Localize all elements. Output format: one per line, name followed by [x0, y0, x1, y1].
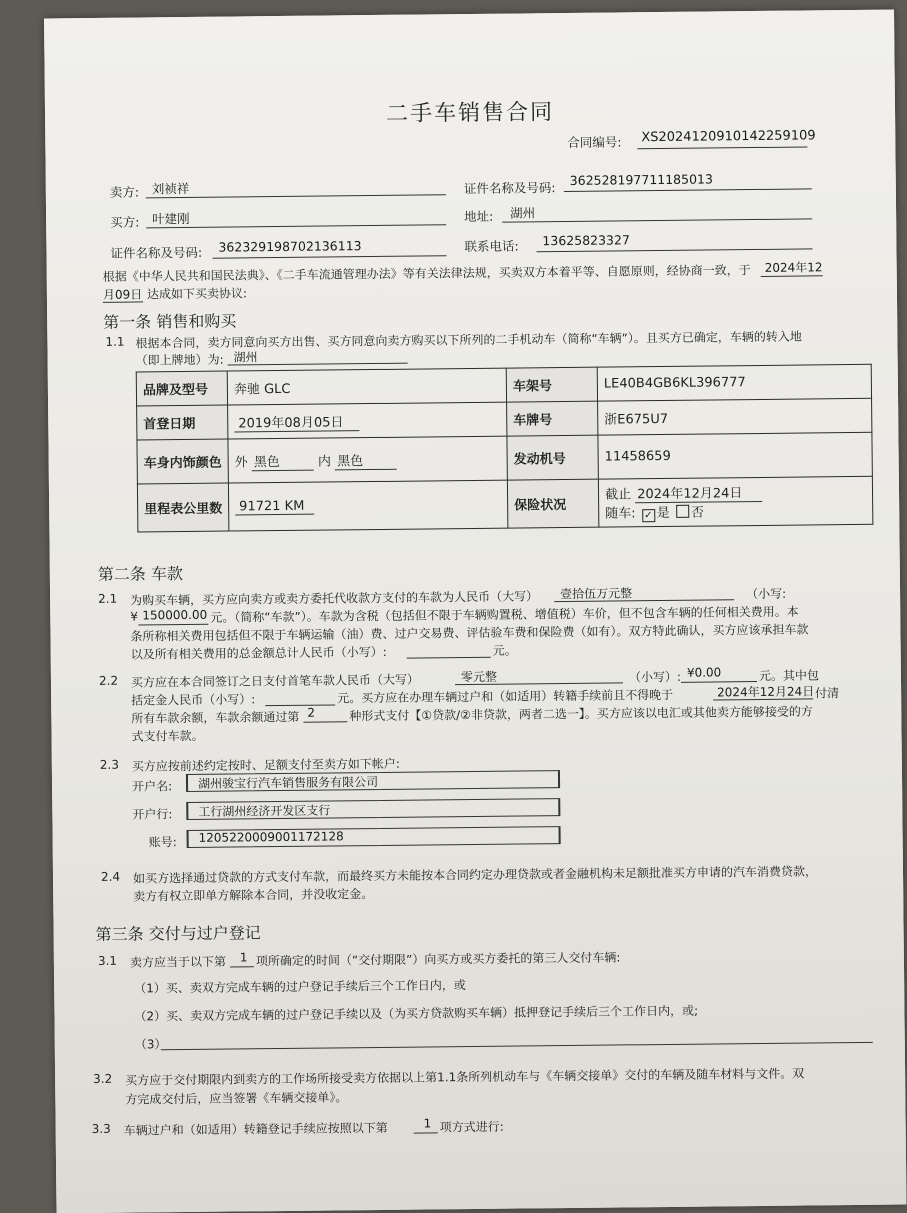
clause-2-2-line2c: 付清	[815, 686, 840, 701]
clause-2-2-line1-end: 元。其中包	[758, 668, 820, 683]
clause-3-3-num: 3.3	[91, 1121, 111, 1137]
vehicle-table	[136, 364, 874, 533]
with-car-label: 随车:	[605, 506, 636, 522]
buyer-phone-label: 联系电话:	[464, 238, 519, 255]
no-label: 否	[690, 505, 705, 521]
engine-value: 11458659	[598, 432, 872, 479]
clause-2-4-num: 2.4	[100, 869, 121, 884]
mileage-label: 里程表公里数	[137, 483, 228, 532]
price-upper: 壹拾伍万元整	[560, 586, 633, 602]
clause-2-1-line4-end: 元。	[492, 643, 517, 658]
clause-1-1-num: 1.1	[105, 334, 125, 349]
payoff-date: 2024年12月24日	[717, 684, 815, 700]
engine-label: 发动机号	[507, 435, 598, 480]
delivery-choice: 1	[239, 950, 248, 965]
delivery-option-3: （3）	[134, 1037, 167, 1052]
clause-3-1-line1a: 卖方应当于以下第	[129, 954, 226, 970]
transfer-method-underline	[414, 1132, 438, 1133]
no-checkbox	[676, 505, 689, 518]
price-small-label: （小写:	[746, 586, 787, 602]
payoff-date-underline	[713, 698, 813, 700]
clause-2-3-num: 2.3	[99, 757, 120, 772]
price-amount: 150000.00	[142, 607, 208, 623]
int-color-label: 内	[317, 454, 332, 470]
insurance-until-label: 截止	[604, 487, 632, 503]
plate-label: 车牌号	[507, 401, 598, 436]
ext-color-value: 黑色	[252, 455, 314, 472]
clause-2-4-line2: 卖方有权立即单方解除本合同，并没收定金。	[133, 887, 374, 904]
payment-method-choice: 2	[307, 705, 316, 720]
delivery-option-1: （1）买、卖双方完成车辆的过户登记手续后三个工作日内，或	[134, 978, 466, 996]
clause-3-2-line1: 买方应于交付期限内到卖方的工作场所接受卖方依据以上第1.1条所列机动车与《车辆交接单》交付的车辆及随车材料与文件。双	[125, 1066, 805, 1088]
clause-2-1-line3: 条所称相关费用包括但不限于车辆运输（油）费、过户交易费、评估验车费和保险费（如有）。双方特此确认，买方应该承担车款	[130, 622, 809, 644]
buyer-addr: 湖州	[510, 205, 536, 221]
vin-value: LE40B4GB6KL396777	[597, 364, 871, 401]
mileage-cell	[228, 480, 507, 531]
buyer-name-underline	[146, 224, 446, 228]
seller-id-underline	[564, 188, 812, 192]
article1-heading: 第一条 销售和购买	[103, 311, 237, 332]
seller-name-underline	[146, 194, 446, 198]
clause-2-2-num: 2.2	[98, 673, 119, 688]
clause-2-1-line4: 以及所有相关费用的总金额总计人民币（小写）:	[130, 644, 387, 662]
reg-date-label: 首登日期	[137, 405, 228, 440]
clause-2-2-line3a: 所有车款余额，车款余额通过第	[131, 709, 300, 726]
payment-method-underline	[303, 721, 347, 722]
clause-3-3-line1b: 项方式进行:	[439, 1119, 504, 1135]
insurance-label: 保险状况	[507, 479, 598, 528]
intro-date2: 月09日	[102, 287, 143, 302]
seller-label: 卖方:	[109, 184, 140, 200]
buyer-id-underline	[213, 255, 447, 258]
delivery-choice-underline	[230, 966, 254, 967]
deposit-underline	[265, 704, 335, 706]
buyer-phone-underline	[536, 248, 812, 252]
transfer-place: 湖州	[233, 350, 258, 365]
page-title: 二手车销售合同	[385, 100, 555, 127]
seller-id: 362528197711185013	[569, 171, 713, 188]
int-color-value: 黑色	[335, 454, 397, 471]
down-payment-amount: ¥0.00	[686, 665, 722, 680]
plate-value: 浙E675U7	[598, 398, 872, 435]
seller-id-label: 证件名称及号码:	[463, 180, 556, 197]
account-no: 1205220009001172128	[198, 829, 344, 845]
color-cell	[228, 436, 507, 483]
clause-3-3-line1a: 车辆过户和（如适用）转籍登记手续应按照以下第	[123, 1120, 388, 1138]
delivery-option-2: （2）买、卖双方完成车辆的过户登记手续以及（为买方贷款购买车辆）抵押登记手续后三个工作日内，或;	[134, 1003, 699, 1024]
clause-3-2-num: 3.2	[93, 1071, 113, 1086]
transfer-method-choice: 1	[423, 1116, 432, 1131]
buyer-id-label: 证件名称及号码:	[110, 244, 203, 261]
clause-2-4-line1: 如买方选择通过贷款的方式支付车款，而最终买方未能按本合同约定办理贷款或者金融机构未足额批准买方申请的汽车消费贷款，	[132, 864, 818, 886]
buyer-name: 叶建刚	[152, 210, 190, 227]
clause-3-2-line2: 方完成交付后，应当签署《车辆交接单》。	[125, 1090, 348, 1107]
clause-1-1-text1: 根据本合同，卖方同意向买方出售、买方同意向卖方购买以下所列的二手机动车（简称“车辆”）。且买方已确定，车辆的转入地	[135, 329, 802, 351]
currency-symbol: ¥	[130, 609, 139, 624]
mileage-value: 91721 KM	[235, 499, 314, 516]
insurance-cell	[598, 476, 872, 527]
price-amount-underline	[138, 624, 208, 626]
account-name-label: 开户名:	[131, 779, 173, 794]
bank-name: 工行湖州经济开发区支行	[198, 803, 331, 819]
contract-no-label: 合同编号:	[567, 134, 622, 150]
clause-2-2-line3b: 种形式支付【①贷款/②非贷款，两者二选一】。买方应该以电汇或其他卖方能够接受的方	[349, 704, 813, 724]
clause-2-2-line2b: 元。买方应在办理车辆过户和（如适用）转籍手续前且不得晚于	[337, 687, 674, 706]
delivery-option-3-underline	[161, 1042, 873, 1050]
clause-1-1-text2: （即上牌地）为:	[135, 352, 224, 368]
buyer-addr-label: 地址:	[464, 208, 494, 225]
intro-date1-underline	[761, 275, 823, 277]
buyer-phone: 13625823327	[542, 232, 630, 249]
clause-2-1-num: 2.1	[98, 591, 118, 606]
reg-date-value: 2019年08月05日	[234, 415, 359, 432]
contract-no-value: XS2024120910142259109	[641, 128, 816, 146]
yes-label: 是	[656, 505, 670, 522]
seller-name: 刘祯祥	[151, 180, 190, 197]
color-label: 车身内饰颜色	[137, 439, 228, 484]
clause-2-3-line1: 买方应按前述约定按时、足额支付至卖方如下帐户:	[131, 756, 400, 774]
down-payment-small-label: （小写）:	[628, 669, 682, 685]
vin-label: 车架号	[506, 367, 597, 402]
yes-checkbox: ✓	[642, 509, 655, 522]
article2-heading: 第二条 车款	[97, 564, 184, 584]
article3-heading: 第三条 交付与过户登记	[95, 923, 261, 944]
intro-line2: 达成如下买卖协议:	[146, 286, 248, 302]
reg-date-cell	[228, 402, 507, 439]
clause-2-1-line2: 元。（简称“车款”）。车款为含税（包括但不限于车辆购置税、增值税）车价，但不包含车辆的任何相关费用。本	[210, 604, 799, 625]
clause-3-1-line1b: 项所确定的时间（“交付期限”）向买方或买方委托的第三人交付车辆:	[255, 950, 621, 969]
intro-date2-underline	[103, 301, 143, 302]
buyer-id: 362329198702136113	[218, 238, 362, 255]
brand-label: 品牌及型号	[136, 371, 227, 406]
clause-2-2-line1: 买方应在本合同签订之日支付首笔车款人民币（大写）	[130, 672, 420, 690]
account-name: 湖州骏宝行汽车销售服务有限公司	[197, 774, 379, 791]
intro-date1: 2024年12	[764, 260, 823, 275]
clause-2-2-line2a: 括定金人民币（小写）:	[131, 692, 256, 708]
contract-no-underline	[637, 146, 807, 149]
with-car-row	[605, 500, 866, 523]
buyer-addr-underline	[502, 218, 812, 222]
insurance-date: 2024年12月24日	[635, 486, 762, 503]
clause-2-2-line4: 式支付车款。	[131, 728, 204, 744]
down-payment-upper: 零元整	[460, 669, 498, 685]
contract-paper	[44, 10, 906, 1213]
intro-line1: 根据《中华人民共和国民法典》、《二手车流通管理办法》等有关法律法规，买卖双方本着平等、自愿原则，经协商一致，于	[102, 263, 751, 284]
clause-2-1-line1: 为购买车辆，买方应向卖方或卖方委托代收款方支付的车款为人民币（大写）	[130, 589, 539, 608]
ext-color-label: 外	[234, 455, 248, 471]
buyer-label: 买方:	[110, 214, 140, 230]
bank-label: 开户行:	[132, 807, 173, 822]
clause-3-1-num: 3.1	[97, 953, 118, 968]
account-no-label: 账号:	[148, 835, 177, 850]
total-underline	[407, 657, 491, 659]
brand-value: 奔驰 GLC	[227, 368, 506, 405]
